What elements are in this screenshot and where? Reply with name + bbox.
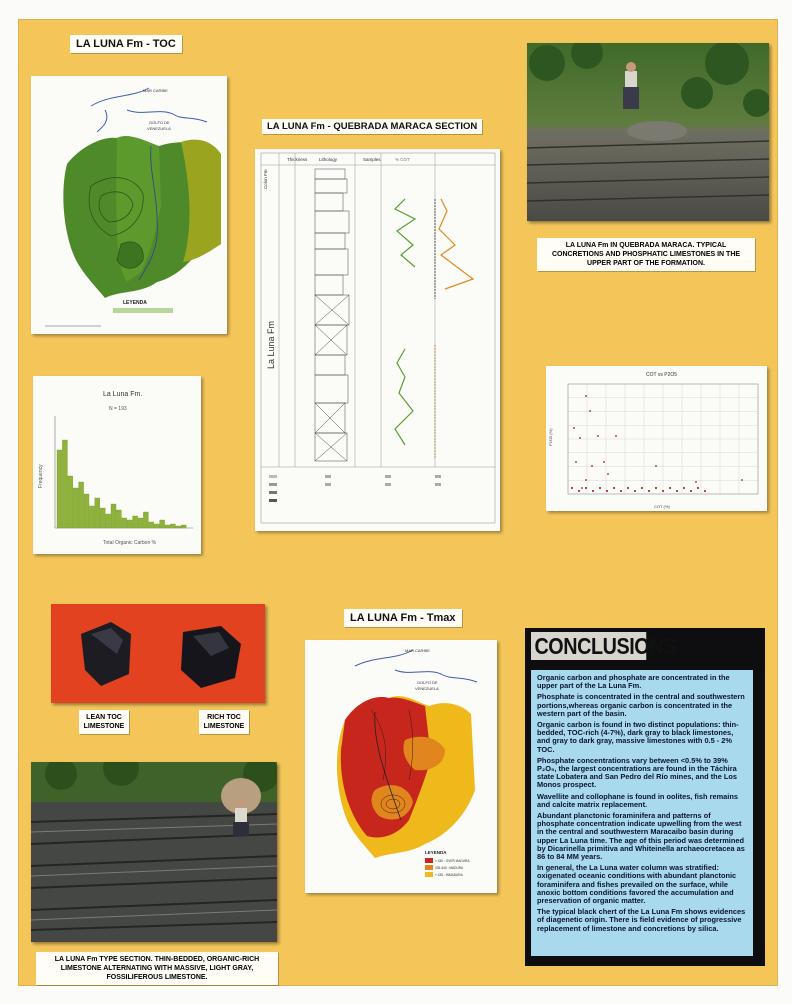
scatter-point xyxy=(581,487,583,489)
toc-histogram-card xyxy=(33,376,201,554)
histogram-bar xyxy=(116,510,121,528)
conclusions-body xyxy=(531,670,753,956)
histogram-bar xyxy=(127,520,132,528)
histogram-bar xyxy=(133,516,138,528)
svg-text:GOLFO DE: GOLFO DE xyxy=(149,120,170,125)
toc-title-label: LA LUNA Fm - TOC xyxy=(70,35,182,53)
histogram-bar xyxy=(79,482,84,528)
histogram-bar xyxy=(84,494,89,528)
conclusion-paragraph: Abundant planctonic foraminifera and patterns of phosphate concentration indicate upwelling from the west in the central and southwestern Maracaibo basin during upper La Luna time. The age of this period was determined by Dicarinella primitiva and Whiteinella archaeocretacea as 86 to 84 MM years. xyxy=(537,811,745,862)
scatter-xlabel: COT (%) xyxy=(654,504,670,509)
tmax-legend-item: 435-440 : MADURA xyxy=(435,866,464,870)
scatter-point xyxy=(585,479,587,481)
section-log-card xyxy=(255,149,500,531)
histogram-bar xyxy=(73,488,78,528)
histogram-bar xyxy=(160,520,165,528)
scatter-point xyxy=(599,487,601,489)
svg-text:GOLFO DE: GOLFO DE xyxy=(417,680,438,685)
histogram-bar xyxy=(100,508,105,528)
conclusion-paragraph: In general, the La Luna water column was stratified: oxigenated oceanic conditions with abundant planctonic foraminifera and fishes prevailed on the surface, while anoxic bottom conditions favored the accumulation and preservation of organic matter. xyxy=(537,863,737,906)
scatter-point xyxy=(741,479,743,481)
section-title-label: LA LUNA Fm - QUEBRADA MARACA SECTION xyxy=(262,119,482,134)
histogram-bar xyxy=(170,524,175,528)
scatter-point xyxy=(669,487,671,489)
scatter-point xyxy=(589,410,591,412)
tmax-legend-item: < 435 : INMADURA xyxy=(435,873,463,877)
scatter-point xyxy=(585,395,587,397)
scatter-point xyxy=(603,461,605,463)
col-thickness-header: Thickness xyxy=(287,157,308,162)
conclusion-paragraph: Organic carbon is found in two distinct populations: thin-bedded, TOC-rich (4-7%), dark gray to black limestones, and gray to dark gray, massive limestones with 0.5 - 2% TOC. xyxy=(537,720,739,754)
tmax-legend-item: > 440 : OVER MADURA xyxy=(435,859,470,863)
type-section-caption: LA LUNA Fm TYPE SECTION. THIN-BEDDED, ORGANIC-RICH LIMESTONE ALTERNATING WITH MASSIVE, LIGHT GRAY, FOSSILIFEROUS LIMESTONE. xyxy=(36,952,278,985)
scatter-point xyxy=(578,490,580,492)
scatter-point xyxy=(704,490,706,492)
histogram-n-label: N = 193 xyxy=(109,406,127,412)
type-section-photo xyxy=(31,762,277,942)
scatter-point xyxy=(690,490,692,492)
scatter-point xyxy=(648,490,650,492)
histogram-title: La Luna Fm. xyxy=(103,391,143,398)
scatter-point xyxy=(615,435,617,437)
conclusion-paragraph: Phosphate concentrations vary between <0.5% to 39% P₂O₅, the largest concentrations are found in the Táchira state Lobatera and San Pedro del Río mines, and the Los Monos prospect. xyxy=(537,755,737,790)
histogram-bar xyxy=(143,512,148,528)
toc-histogram xyxy=(33,376,201,554)
la-luna-fm-label: La Luna Fm xyxy=(266,320,276,369)
svg-text:VENEZUELA: VENEZUELA xyxy=(147,126,171,131)
col-samples-header: Samples xyxy=(363,157,381,162)
conclusion-paragraph: Wavellite and collophane is found in oolites, fish remains and calcite matrix replacement. xyxy=(537,791,738,809)
toc-map-figure xyxy=(31,76,227,334)
histogram-bar xyxy=(62,440,67,528)
toc-map-card xyxy=(31,76,227,334)
scatter-plot-card xyxy=(546,366,767,511)
tmax-map-card xyxy=(305,640,497,893)
histogram-ylabel: Frequency xyxy=(38,464,44,488)
limestone-samples-photo xyxy=(51,604,265,703)
histogram-bar xyxy=(176,526,181,528)
conclusions-panel xyxy=(525,628,765,966)
tmax-sea-label: MAR CARIBE xyxy=(405,648,430,653)
scatter-point xyxy=(591,465,593,467)
scatter-point xyxy=(571,487,573,489)
cot-vs-p2o5-scatter xyxy=(546,366,767,511)
col-cot-header: % COT xyxy=(395,157,410,162)
histogram-bar xyxy=(57,450,62,528)
histogram-bar xyxy=(154,524,159,528)
conclusion-paragraph: The typical black chert of the La Luna Fm shows evidences of diagenetic origin. There is field evidence of progressive replacement of limestone and concretions by silica. xyxy=(537,907,746,933)
tmax-map-figure xyxy=(305,640,497,893)
histogram-bar xyxy=(89,506,94,528)
histogram-bar xyxy=(95,498,100,528)
histogram-xlabel: Total Organic Carbon % xyxy=(103,540,157,546)
maraca-photo-caption: LA LUNA Fm IN QUEBRADA MARACA. TYPICAL CONCRETIONS AND PHOSPHATIC LIMESTONES IN THE UPPER PART OF THE FORMATION. xyxy=(537,238,755,271)
scatter-point xyxy=(607,473,609,475)
histogram-bar xyxy=(106,514,111,528)
tmax-legend-title: LEYENDA xyxy=(425,850,447,855)
histogram-bar xyxy=(68,476,73,528)
histogram-bar xyxy=(138,518,143,528)
colon-fm-label: Colon Fm xyxy=(263,169,268,189)
conclusion-paragraph: Organic carbon and phosphate are concentrated in the upper part of the La Luna Fm. xyxy=(537,673,730,691)
scatter-point xyxy=(573,427,575,429)
histogram-bar xyxy=(181,525,186,528)
rich-toc-caption: RICH TOC LIMESTONE xyxy=(199,710,249,734)
conclusion-paragraph: Phosphate is concentrated in the central and southwestern portions,whereas organic carbon is concentrated in the western part of the basin. xyxy=(537,692,745,718)
scatter-point xyxy=(634,490,636,492)
histogram-bar xyxy=(149,522,154,528)
svg-text:LEYENDA: LEYENDA xyxy=(123,300,147,306)
maraca-outcrop-photo xyxy=(527,43,769,221)
scatter-point xyxy=(585,487,587,489)
section-log-figure xyxy=(255,149,500,531)
scatter-point xyxy=(606,490,608,492)
tmax-title-label: LA LUNA Fm - Tmax xyxy=(344,609,462,627)
scatter-point xyxy=(695,481,697,483)
scatter-point xyxy=(627,487,629,489)
scatter-point xyxy=(655,465,657,467)
scatter-point xyxy=(641,487,643,489)
scatter-point xyxy=(662,490,664,492)
scatter-point xyxy=(676,490,678,492)
scatter-point xyxy=(613,487,615,489)
scatter-point xyxy=(575,461,577,463)
histogram-bar xyxy=(165,525,170,528)
scatter-point xyxy=(597,435,599,437)
col-lithology-header: Lithology xyxy=(319,157,338,162)
histogram-bar xyxy=(122,518,127,528)
scatter-point xyxy=(683,487,685,489)
scatter-ylabel: P2O5 (%) xyxy=(548,428,553,446)
scatter-point xyxy=(579,437,581,439)
scatter-point xyxy=(620,490,622,492)
conclusions-title: CONCLUSIONS xyxy=(531,632,646,660)
histogram-bar xyxy=(111,504,116,528)
svg-text:VENEZUELA: VENEZUELA xyxy=(415,686,439,691)
lean-toc-caption: LEAN TOC LIMESTONE xyxy=(79,710,129,734)
svg-text:MAR CARIBE: MAR CARIBE xyxy=(143,88,168,93)
scatter-point xyxy=(697,487,699,489)
scatter-title: COT vs P2O5 xyxy=(646,372,678,378)
scatter-point xyxy=(592,490,594,492)
scatter-point xyxy=(655,487,657,489)
